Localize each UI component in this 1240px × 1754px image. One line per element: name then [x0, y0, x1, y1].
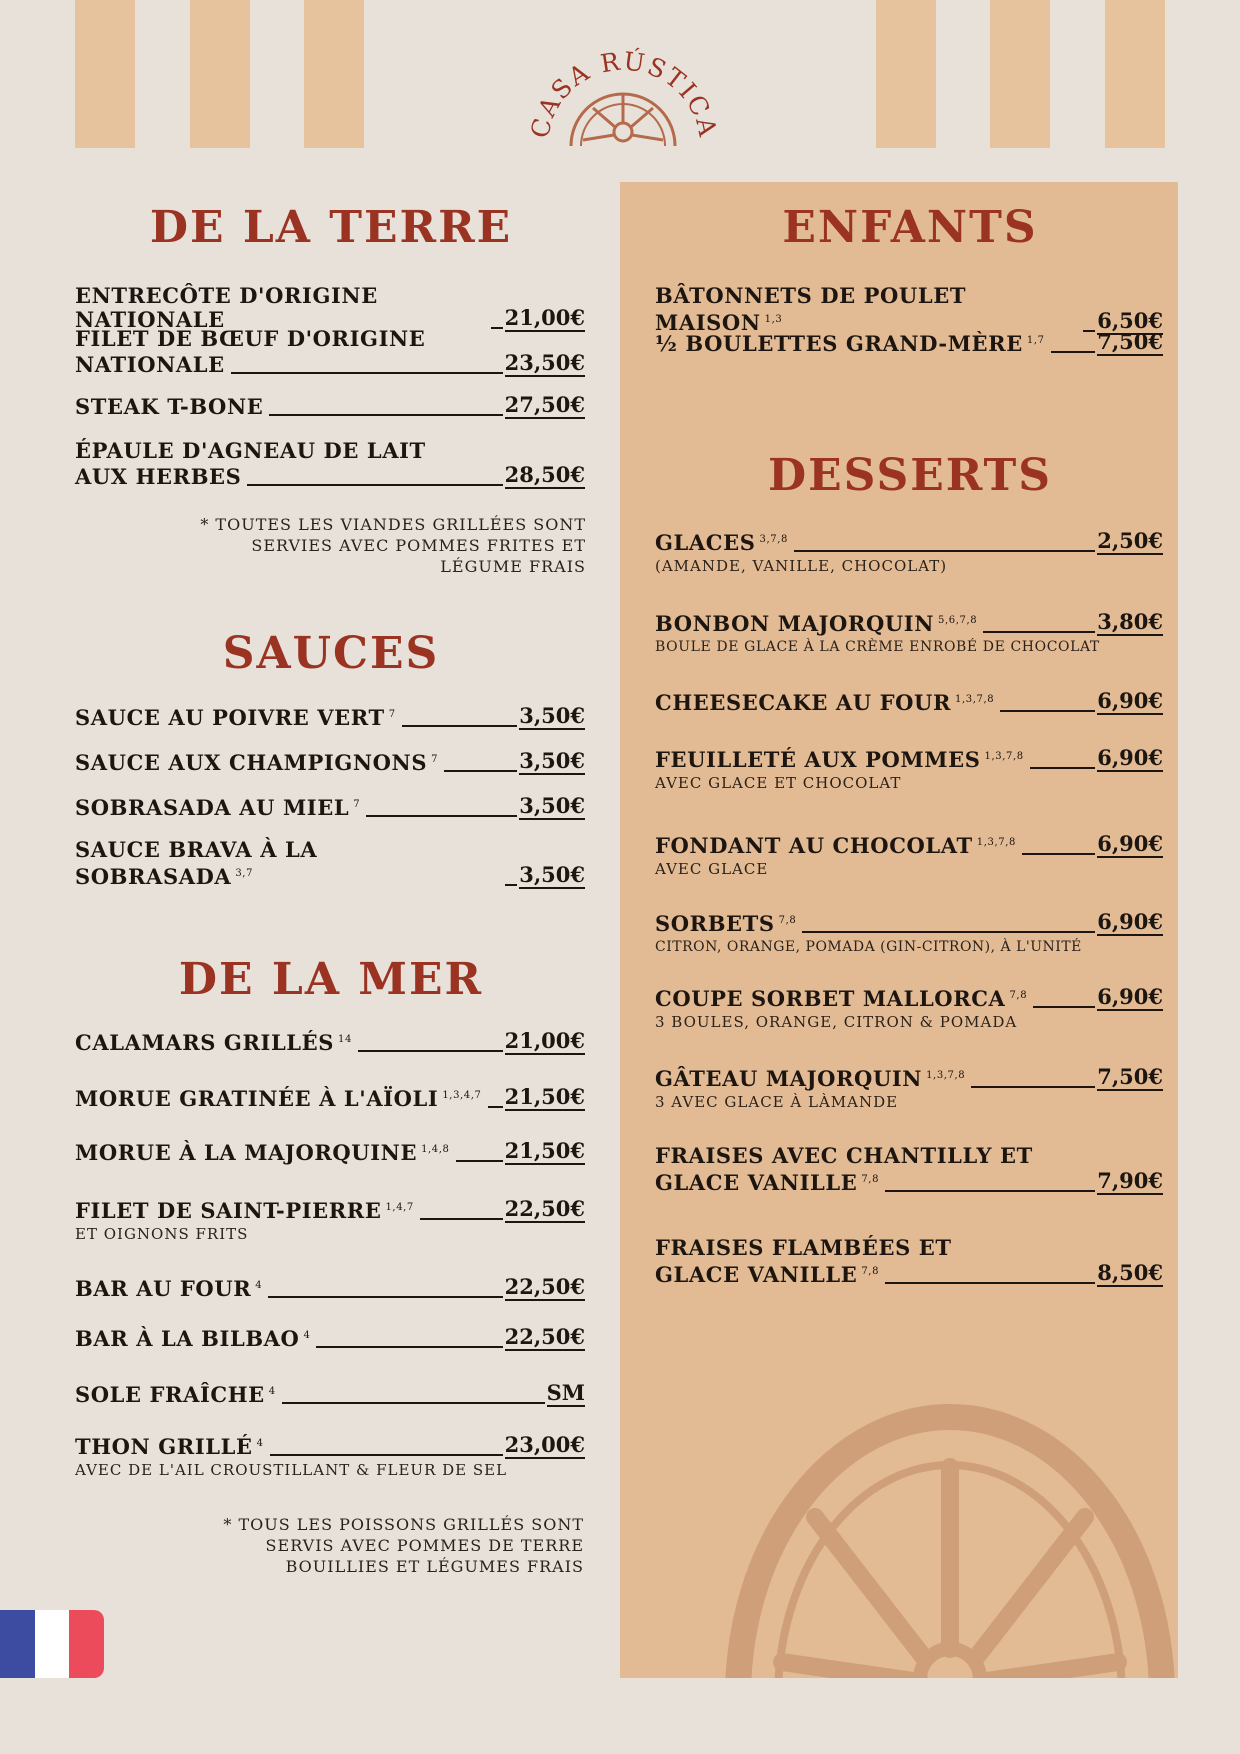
restaurant-logo — [518, 28, 728, 156]
leader-line — [1033, 1006, 1095, 1008]
item-name: FRAISES AVEC CHANTILLY ET — [655, 1143, 1033, 1168]
item-name: GÂTEAU MAJORQUIN $^{1,3,7,8}$ — [655, 1066, 966, 1091]
item-price: 6,50€ — [1097, 308, 1163, 333]
item-description: AVEC GLACE — [655, 860, 769, 878]
section-title-sauces: SAUCES — [222, 628, 440, 679]
allergen-codes: 7,8 — [1009, 990, 1028, 1001]
item-price: 7,50€ — [1097, 329, 1163, 354]
item-name: MORUE À LA MAJORQUINE $^{1,4,8}$ — [75, 1140, 450, 1165]
item-name: GLACE VANILLE $^{7,8}$ — [655, 1170, 880, 1195]
leader-line — [505, 884, 517, 886]
menu-item — [75, 284, 585, 332]
leader-line — [316, 1346, 502, 1348]
leader-line — [268, 1296, 502, 1298]
leader-line — [456, 1160, 503, 1162]
top-stripe — [304, 0, 364, 148]
item-description: CITRON, ORANGE, POMADA (GIN-CITRON), À L'UNITÉ — [655, 939, 1082, 955]
leader-line — [402, 725, 518, 727]
item-price: 22,50€ — [504, 1274, 585, 1299]
allergen-codes: 1,3,7,8 — [926, 1070, 966, 1081]
menu-item — [655, 688, 1163, 715]
item-name: SAUCE AUX CHAMPIGNONS $^7$ — [75, 750, 439, 775]
item-name: SOBRASADA AU MIEL $^7$ — [75, 795, 361, 820]
footnote: * TOUS LES POISSONS GRILLÉS SONT SERVIS AVEC POMMES DE TERRE BOUILLIES ET LÉGUMES FRAIS — [223, 1515, 584, 1576]
item-name: GLACES $^{3,7,8}$ — [655, 530, 788, 555]
allergen-codes: 1,3,4,7 — [442, 1090, 482, 1101]
item-name: COUPE SORBET MALLORCA $^{7,8}$ — [655, 986, 1028, 1011]
leader-line — [794, 550, 1095, 552]
top-stripe — [190, 0, 250, 148]
item-price: 27,50€ — [504, 392, 585, 417]
leader-line — [1022, 853, 1095, 855]
menu-item — [655, 528, 1163, 575]
item-name: MORUE GRATINÉE À L'AÏOLI $^{1,3,4,7}$ — [75, 1086, 482, 1111]
leader-line — [269, 414, 502, 416]
allergen-codes: 1,3,7,8 — [955, 694, 995, 705]
menu-item — [75, 393, 585, 419]
leader-line — [358, 1050, 503, 1052]
item-price: 6,90€ — [1097, 831, 1163, 856]
menu-item — [75, 703, 585, 730]
item-name: BAR À LA BILBAO $^4$ — [75, 1326, 311, 1351]
item-price: 3,50€ — [519, 748, 585, 773]
menu-item — [655, 831, 1163, 878]
item-name: BÂTONNETS DE POULET MAISON $^{1,3}$ — [655, 283, 967, 335]
allergen-codes: 7,8 — [861, 1174, 880, 1185]
menu-item — [655, 284, 1163, 335]
allergen-codes: 14 — [338, 1034, 352, 1045]
item-price: 6,90€ — [1097, 745, 1163, 770]
leader-line — [247, 484, 502, 486]
item-description: 3 AVEC GLACE À LÀMANDE — [655, 1093, 899, 1111]
item-price: 3,80€ — [1097, 609, 1163, 634]
leader-line — [488, 1106, 503, 1108]
leader-line — [1030, 767, 1096, 769]
item-price: 21,50€ — [504, 1084, 585, 1109]
item-name: SAUCE AU POIVRE VERT $^7$ — [75, 705, 396, 730]
allergen-codes: 4 — [268, 1386, 276, 1397]
leader-line — [420, 1218, 503, 1220]
top-stripe — [990, 0, 1050, 148]
section-title-mer: DE LA MER — [178, 954, 484, 1005]
leader-line — [1051, 351, 1096, 353]
item-name: GLACE VANILLE $^{7,8}$ — [655, 1262, 880, 1287]
menu-item — [75, 1138, 585, 1165]
menu-item — [655, 1064, 1163, 1111]
top-stripe — [75, 0, 135, 148]
allergen-codes: 5,6,7,8 — [938, 615, 978, 626]
menu-item — [75, 439, 585, 489]
section-title-desserts: DESSERTS — [767, 450, 1053, 501]
allergen-codes: 4 — [255, 1280, 263, 1291]
menu-item — [75, 1028, 585, 1055]
item-price: 21,00€ — [504, 305, 585, 330]
item-price: 22,50€ — [504, 1196, 585, 1221]
leader-line — [270, 1454, 503, 1456]
menu-item — [655, 1236, 1163, 1287]
leader-line — [971, 1086, 1095, 1088]
item-name: ÉPAULE D'AGNEAU DE LAIT — [75, 438, 426, 463]
menu-item — [75, 1084, 585, 1111]
item-name: SAUCE BRAVA À LA SOBRASADA $^{3,7}$ — [75, 837, 318, 889]
item-name: ½ BOULETTES GRAND-MÈRE $^{1,7}$ — [655, 331, 1045, 356]
item-price: 7,90€ — [1097, 1168, 1163, 1193]
menu-item — [75, 1432, 585, 1479]
wagon-wheel-icon — [720, 1397, 1178, 1678]
allergen-codes: 1,4,7 — [385, 1202, 414, 1213]
item-price: 6,90€ — [1097, 688, 1163, 713]
allergen-codes: 1,3,7,8 — [976, 837, 1016, 848]
item-price: 21,00€ — [504, 1028, 585, 1053]
top-stripe — [876, 0, 936, 148]
item-name: FRAISES FLAMBÉES ET — [655, 1235, 952, 1260]
item-name: BONBON MAJORQUIN $^{5,6,7,8}$ — [655, 611, 978, 636]
item-price: 28,50€ — [504, 462, 585, 487]
france-flag-icon[interactable] — [0, 1610, 104, 1678]
item-price: 6,90€ — [1097, 909, 1163, 934]
allergen-codes: 4 — [303, 1330, 311, 1341]
allergen-codes: 7 — [388, 709, 396, 720]
leader-line — [983, 631, 1095, 633]
item-name: FILET DE BŒUF D'ORIGINE — [75, 326, 426, 351]
item-description: ET OIGNONS FRITS — [75, 1225, 249, 1243]
menu-item — [75, 1324, 585, 1351]
menu-item — [75, 1274, 585, 1301]
item-description: AVEC GLACE ET CHOCOLAT — [655, 774, 902, 792]
item-description: 3 BOULES, ORANGE, CITRON & POMADA — [655, 1013, 1018, 1031]
menu-item — [75, 327, 585, 377]
allergen-codes: 7 — [353, 799, 361, 810]
menu-item — [655, 745, 1163, 792]
leader-line — [1000, 710, 1095, 712]
allergen-codes: 4 — [256, 1438, 264, 1449]
leader-line — [885, 1190, 1095, 1192]
allergen-codes: 7,8 — [778, 915, 797, 926]
menu-item — [655, 609, 1163, 656]
item-name: CALAMARS GRILLÉS $^{14}$ — [75, 1030, 352, 1055]
item-description: (AMANDE, VANILLE, CHOCOLAT) — [655, 557, 948, 575]
allergen-codes: 7,8 — [861, 1266, 880, 1277]
leader-line — [231, 372, 503, 374]
item-name: ENTRECÔTE D'ORIGINE NATIONALE — [75, 283, 378, 332]
item-price: 21,50€ — [504, 1138, 585, 1163]
brand-name: CASA RÚSTICA — [525, 46, 723, 141]
menu-item — [655, 1144, 1163, 1195]
leader-line — [444, 770, 517, 772]
menu-item — [75, 838, 585, 889]
section-title-terre: DE LA TERRE — [149, 202, 513, 253]
item-name: FONDANT AU CHOCOLAT $^{1,3,7,8}$ — [655, 833, 1016, 858]
item-price: 3,50€ — [519, 793, 585, 818]
leader-line — [802, 931, 1095, 933]
item-description: AVEC DE L'AIL CROUSTILLANT & FLEUR DE SEL — [75, 1461, 508, 1479]
item-price: 3,50€ — [519, 703, 585, 728]
menu-item — [655, 329, 1163, 356]
item-price: 3,50€ — [519, 862, 585, 887]
item-name: FILET DE SAINT-PIERRE $^{1,4,7}$ — [75, 1198, 414, 1223]
allergen-codes: 3,7,8 — [759, 534, 788, 545]
menu-item — [75, 1380, 585, 1407]
item-name: CHEESECAKE AU FOUR $^{1,3,7,8}$ — [655, 690, 995, 715]
item-name: NATIONALE — [75, 352, 225, 377]
item-price: 22,50€ — [504, 1324, 585, 1349]
item-name: STEAK T-BONE — [75, 394, 264, 419]
leader-line — [282, 1402, 545, 1404]
item-name: AUX HERBES — [75, 464, 242, 489]
item-price: 23,00€ — [504, 1432, 585, 1457]
leader-line — [366, 815, 517, 817]
item-name: SORBETS $^{7,8}$ — [655, 911, 797, 936]
menu-item — [655, 984, 1163, 1031]
item-price: 2,50€ — [1097, 528, 1163, 553]
wagon-wheel-icon — [571, 94, 675, 146]
allergen-codes: 1,3,7,8 — [984, 751, 1024, 762]
top-stripe — [1105, 0, 1165, 148]
item-price: 7,50€ — [1097, 1064, 1163, 1089]
item-description: BOULE DE GLACE À LA CRÈME ENROBÉ DE CHOCOLAT — [655, 639, 1100, 655]
item-name: BAR AU FOUR $^4$ — [75, 1276, 263, 1301]
footnote: * TOUTES LES VIANDES GRILLÉES SONT SERVIES AVEC POMMES FRITES ET LÉGUME FRAIS — [200, 515, 586, 576]
item-name: SOLE FRAÎCHE $^4$ — [75, 1382, 276, 1407]
item-name: FEUILLETÉ AUX POMMES $^{1,3,7,8}$ — [655, 747, 1024, 772]
item-price: 6,90€ — [1097, 984, 1163, 1009]
menu-item — [75, 1196, 585, 1243]
allergen-codes: 1,7 — [1026, 335, 1045, 346]
leader-line — [885, 1282, 1095, 1284]
item-name: THON GRILLÉ $^4$ — [75, 1434, 264, 1459]
allergen-codes: 7 — [431, 754, 439, 765]
allergen-codes: 1,3 — [764, 314, 783, 325]
allergen-codes: 1,4,8 — [421, 1144, 450, 1155]
section-title-enfants: ENFANTS — [782, 202, 1038, 253]
menu-item — [75, 793, 585, 820]
item-price: 23,50€ — [504, 350, 585, 375]
item-price: SM — [546, 1380, 585, 1405]
menu-item — [655, 909, 1163, 956]
item-price: 8,50€ — [1097, 1260, 1163, 1285]
allergen-codes: 3,7 — [235, 868, 254, 879]
menu-item — [75, 748, 585, 775]
